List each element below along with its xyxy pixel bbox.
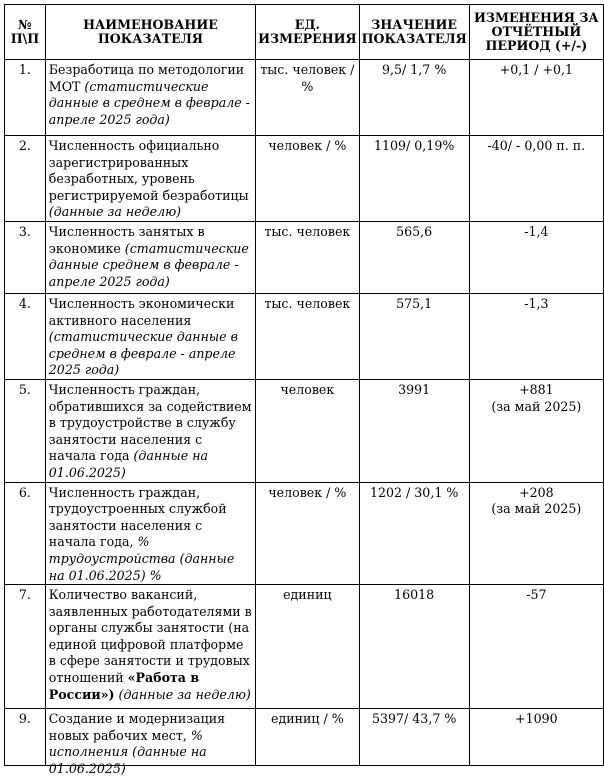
row-note: (статистические данные в среднем в феврале - апреле 2025 года) bbox=[48, 329, 238, 378]
row-change bbox=[469, 222, 603, 294]
row-num: 1. bbox=[5, 60, 46, 136]
row-change-value: +881 bbox=[519, 381, 554, 397]
statistics-table bbox=[4, 4, 604, 776]
row-change bbox=[469, 294, 603, 380]
row-name bbox=[45, 222, 255, 294]
row-unit: человек / % bbox=[256, 136, 359, 222]
row-name bbox=[45, 136, 255, 222]
table-row bbox=[5, 136, 604, 222]
row-value: 575,1 bbox=[359, 294, 469, 380]
row-name-text: Создание и модернизация новых рабочих мест, bbox=[48, 711, 226, 743]
header-num: № П\П bbox=[5, 5, 46, 60]
row-note: % исполнения (данные на 01.06.2025) bbox=[48, 727, 207, 776]
row-name-text: Численность граждан, обратившихся за содействием в трудоустройстве в службу занятости населения с начала года bbox=[48, 381, 252, 464]
row-unit: человек / % bbox=[256, 482, 359, 585]
row-note: (статистические данные среднем в феврале - апреле 2025 года) bbox=[48, 240, 249, 289]
row-change bbox=[469, 482, 603, 585]
row-value: 5397/ 43,7 % bbox=[359, 709, 469, 766]
row-unit: единиц / % bbox=[256, 709, 359, 766]
row-name-text: Численность граждан, трудоустроенных службой занятости населения с начала года, bbox=[48, 484, 227, 550]
row-name bbox=[45, 482, 255, 585]
row-unit: единиц bbox=[256, 585, 359, 709]
row-name bbox=[45, 585, 255, 709]
header-value: ЗНАЧЕНИЕ ПОКАЗАТЕЛЯ bbox=[359, 5, 469, 60]
row-name-bold: «Работа в России») bbox=[48, 670, 200, 702]
table-header-row bbox=[5, 5, 604, 60]
row-change-value: +1090 bbox=[515, 711, 558, 727]
row-unit: человек bbox=[256, 379, 359, 482]
row-change bbox=[469, 585, 603, 709]
row-change bbox=[469, 709, 603, 766]
row-name-text: Безработица по методологии МОТ bbox=[48, 62, 245, 94]
row-note: (данные на 01.06.2025) bbox=[48, 448, 209, 480]
row-name-text: Количество вакансий, заявленных работодателями в органы службы занятости (на единой цифровой платформе в сфере занятости и трудовых отношений bbox=[48, 587, 252, 686]
table-row bbox=[5, 709, 604, 766]
row-note: % трудоустройства (данные на 01.06.2025) % bbox=[48, 534, 235, 583]
row-value: 9,5/ 1,7 % bbox=[359, 60, 469, 136]
header-change: ИЗМЕНЕНИЯ ЗА ОТЧЁТНЫЙ ПЕРИОД (+/-) bbox=[469, 5, 603, 60]
table-row bbox=[5, 60, 604, 136]
row-name-text: Численность экономически активного населения bbox=[48, 296, 235, 328]
header-unit: ЕД. ИЗМЕРЕНИЯ bbox=[256, 5, 359, 60]
row-change-value: -1,4 bbox=[524, 224, 549, 239]
row-name bbox=[45, 709, 255, 776]
row-change bbox=[469, 60, 603, 136]
row-value: 3991 bbox=[359, 379, 469, 482]
row-name bbox=[45, 294, 255, 380]
row-change-value: -40/ - 0,00 п. п. bbox=[487, 138, 586, 153]
row-unit: тыс. человек / % bbox=[256, 60, 359, 136]
row-num: 2. bbox=[5, 136, 46, 222]
row-num: 4. bbox=[5, 294, 46, 380]
table-row bbox=[5, 294, 604, 380]
row-value: 565,6 bbox=[359, 222, 469, 294]
row-change-value: +0,1 / +0,1 bbox=[499, 62, 574, 77]
row-unit: тыс. человек bbox=[256, 222, 359, 294]
row-value: 1202 / 30,1 % bbox=[359, 482, 469, 585]
table-row bbox=[5, 482, 604, 585]
row-change bbox=[469, 136, 603, 222]
row-change-note: (за май 2025) bbox=[491, 398, 582, 414]
row-num: 5. bbox=[5, 379, 46, 482]
row-change bbox=[469, 379, 603, 482]
row-name bbox=[45, 379, 255, 482]
row-num: 6. bbox=[5, 482, 46, 585]
row-value: 1109/ 0,19% bbox=[359, 136, 469, 222]
row-change-value: +208 bbox=[519, 484, 554, 500]
row-change-note: (за май 2025) bbox=[491, 501, 582, 517]
row-note: (данные за неделю) bbox=[118, 686, 251, 702]
row-unit: тыс. человек bbox=[256, 294, 359, 380]
row-change-value: -57 bbox=[526, 587, 547, 603]
row-num: 7. bbox=[5, 585, 46, 709]
header-name: НАИМЕНОВАНИЕ ПОКАЗАТЕЛЯ bbox=[45, 5, 255, 60]
row-name-text: Численность официально зарегистрированных безработных, уровень регистрируемой безработицы bbox=[48, 138, 249, 203]
row-num: 3. bbox=[5, 222, 46, 294]
row-value: 16018 bbox=[359, 585, 469, 709]
row-note: (статистические данные в среднем в феврале - апреле 2025 года) bbox=[48, 78, 250, 127]
table-row bbox=[5, 379, 604, 482]
row-note: (данные за неделю) bbox=[48, 204, 182, 220]
row-name bbox=[45, 60, 255, 136]
row-name-text: Численность занятых в экономике bbox=[48, 224, 205, 256]
table-row bbox=[5, 222, 604, 294]
row-num: 9. bbox=[5, 709, 46, 766]
row-change-value: -1,3 bbox=[524, 296, 549, 311]
table-row bbox=[5, 585, 604, 709]
